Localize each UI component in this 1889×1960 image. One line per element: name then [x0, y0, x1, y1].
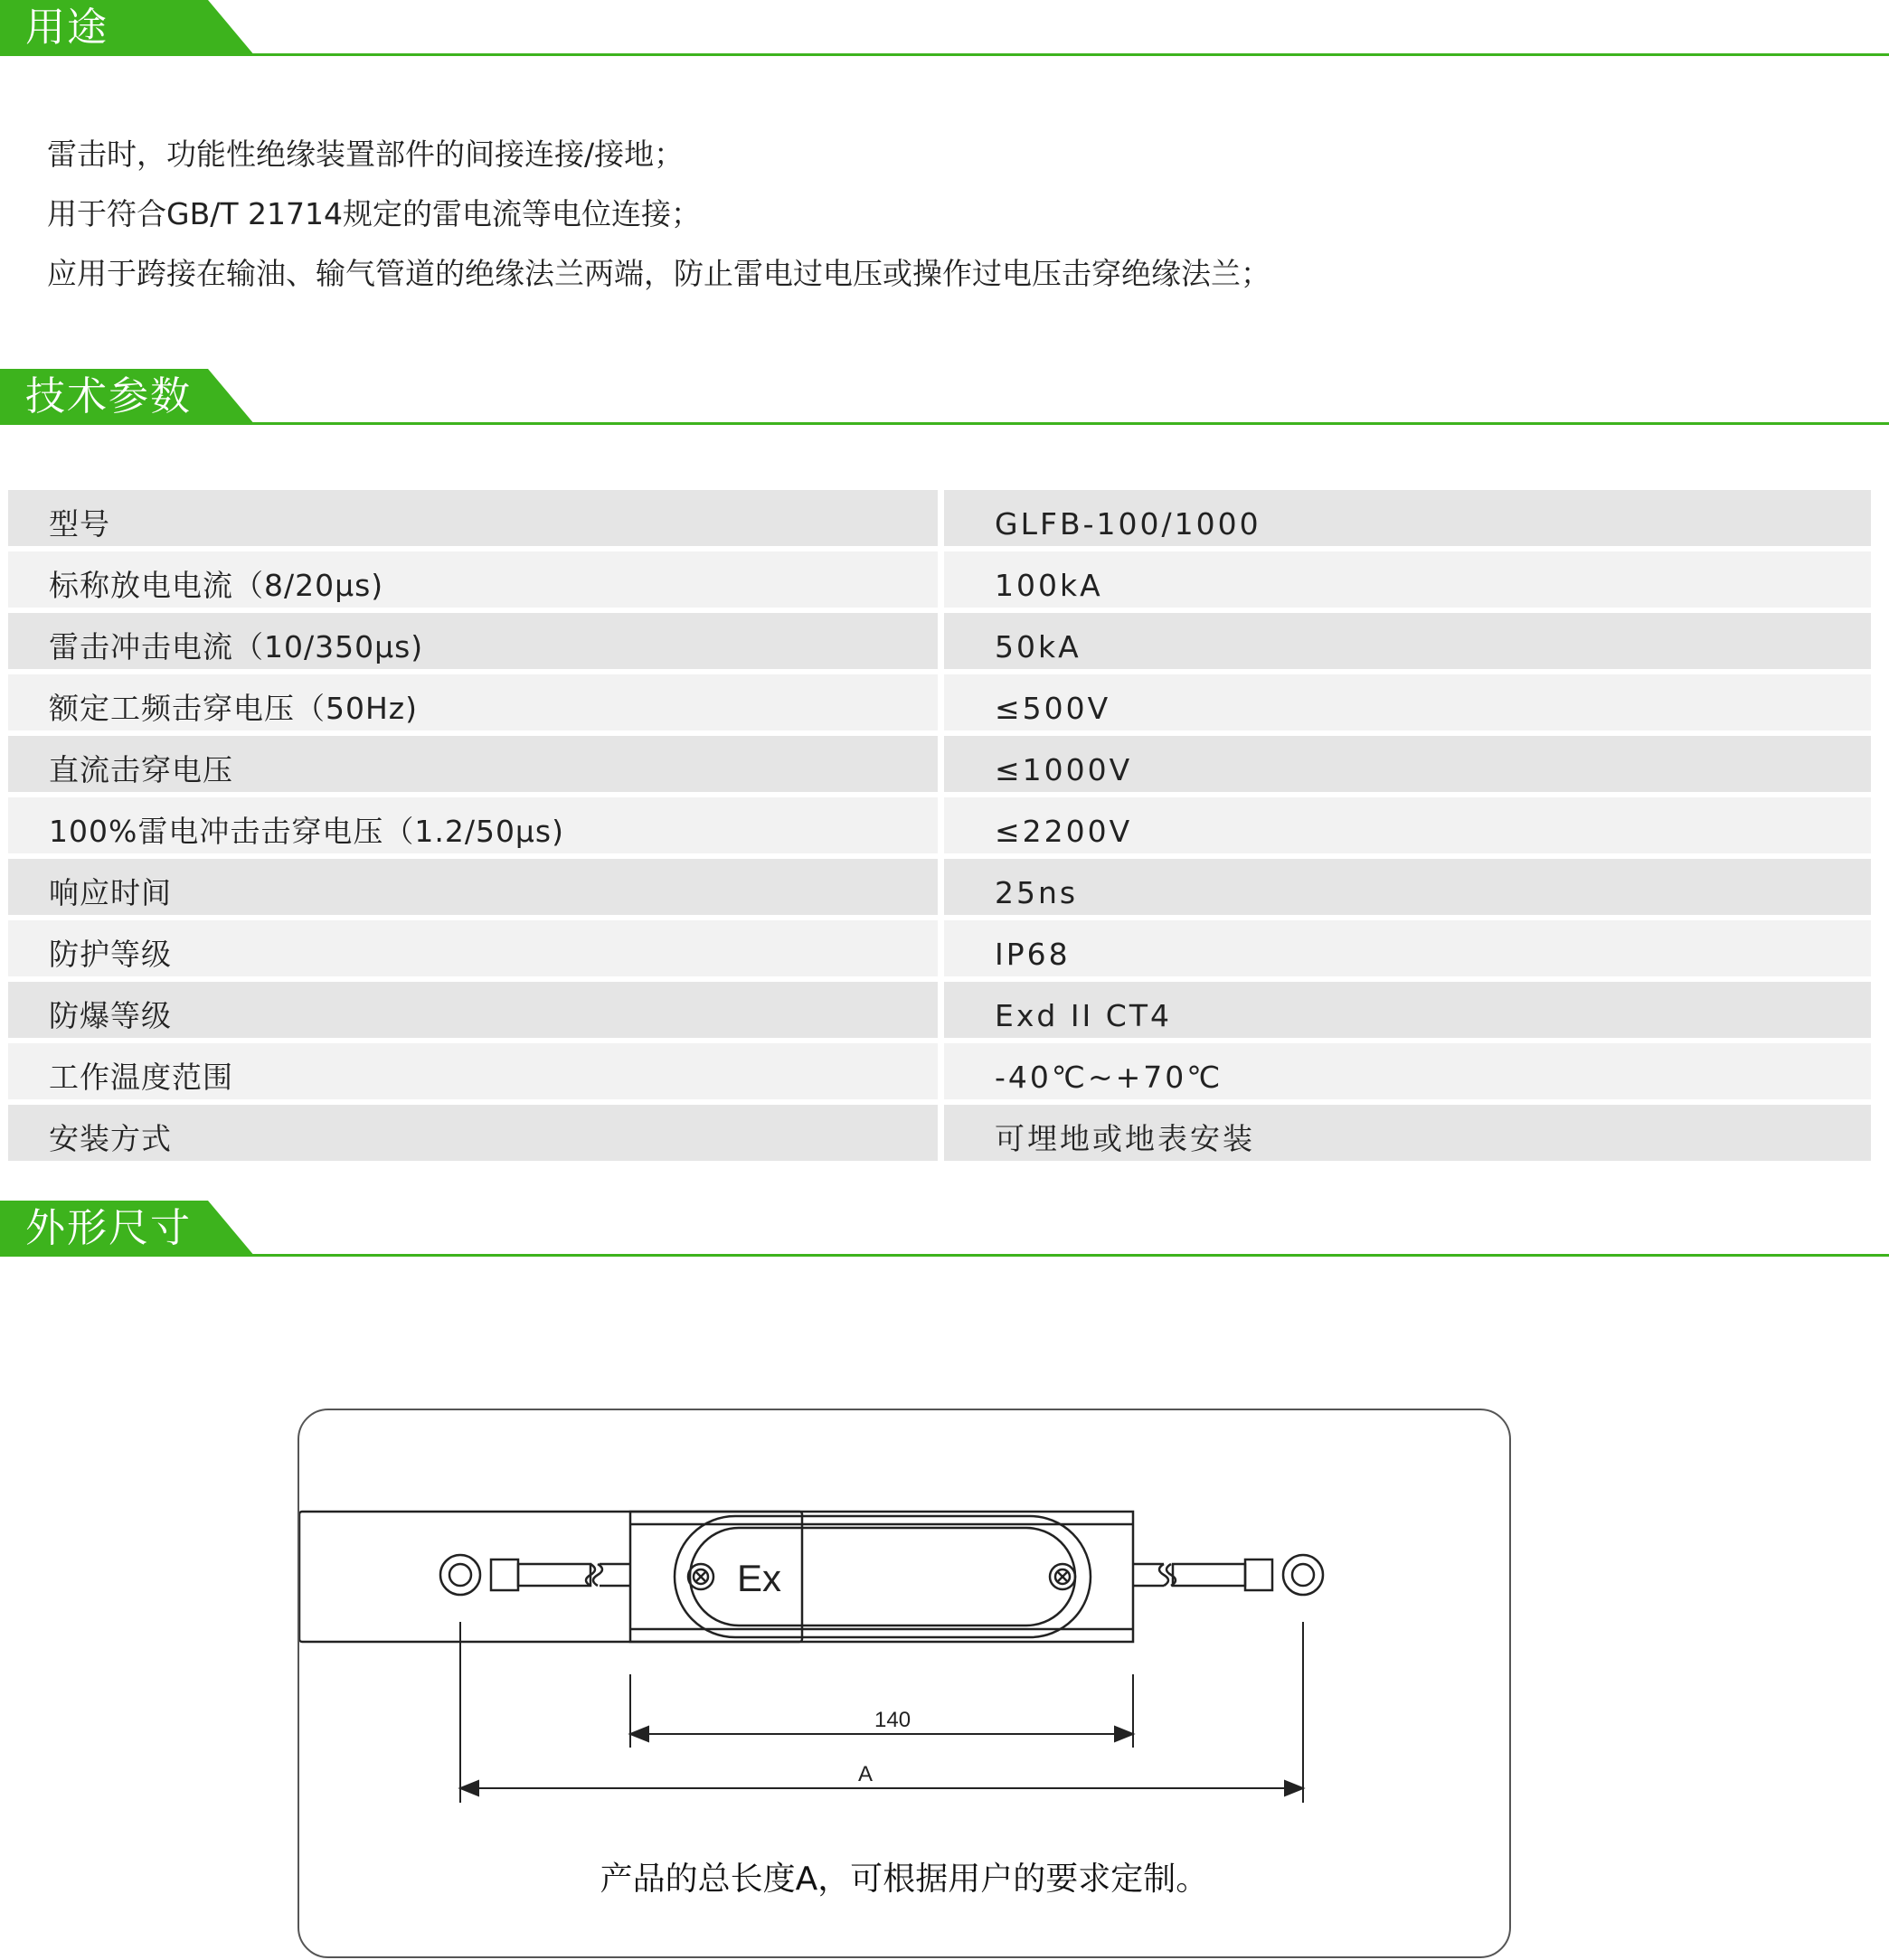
right-crimp — [1245, 1560, 1272, 1590]
spec-key: 防爆等级 — [8, 982, 938, 1038]
spec-key: 直流击穿电压 — [8, 736, 938, 792]
dimension-drawing — [298, 1409, 1511, 1958]
spec-value: ≤500V — [944, 674, 1871, 730]
spec-row — [8, 797, 1871, 853]
spec-value: GLFB-100/1000 — [944, 490, 1871, 546]
spec-value: 100kA — [944, 551, 1871, 608]
spec-key: 型号 — [8, 490, 938, 546]
left-ring-terminal — [440, 1555, 480, 1595]
section-rule — [0, 53, 1889, 56]
left-crimp — [491, 1560, 518, 1590]
spec-value: 25ns — [944, 859, 1871, 915]
usage-text — [47, 125, 1270, 304]
section-rule — [0, 422, 1889, 425]
usage-line: 用于符合GB/T 21714规定的雷电流等电位连接； — [47, 196, 701, 231]
spec-key: 额定工频击穿电压（50Hz) — [8, 674, 938, 730]
spec-key: 100%雷电冲击击穿电压（1.2/50μs) — [8, 797, 938, 853]
spec-table — [8, 490, 1871, 1166]
spec-row — [8, 982, 1871, 1038]
spec-row — [8, 1043, 1871, 1099]
spec-value: IP68 — [944, 920, 1871, 976]
spec-value: ≤1000V — [944, 736, 1871, 792]
spec-value: -40℃~+70℃ — [944, 1043, 1871, 1099]
drawing-caption: 产品的总长度A，可根据用户的要求定制。 — [600, 1861, 1209, 1898]
spec-key: 防护等级 — [8, 920, 938, 976]
usage-line: 应用于跨接在输油、输气管道的绝缘法兰两端，防止雷电过电压或操作过电压击穿绝缘法兰； — [47, 256, 1270, 291]
spec-value: 50kA — [944, 613, 1871, 669]
spec-key: 标称放电电流（8/20μs) — [8, 551, 938, 608]
section-rule — [0, 1254, 1889, 1257]
ex-marking: Ex — [737, 1557, 782, 1599]
spec-key: 响应时间 — [8, 859, 938, 915]
spec-value: 可埋地或地表安装 — [944, 1105, 1871, 1161]
spec-row — [8, 1105, 1871, 1161]
usage-title: 用途 — [25, 5, 109, 51]
right-ring-terminal — [1283, 1555, 1323, 1595]
spec-row — [8, 613, 1871, 669]
spec-row — [8, 859, 1871, 915]
dim-a-label: A — [858, 1762, 874, 1786]
spec-value: ≤2200V — [944, 797, 1871, 853]
device-body — [299, 1512, 802, 1642]
usage-section-header — [0, 0, 1889, 56]
spec-row — [8, 920, 1871, 976]
spec-row — [8, 490, 1871, 546]
right-cable — [1173, 1564, 1245, 1586]
spec-row — [8, 551, 1871, 608]
spec-row — [8, 674, 1871, 730]
usage-line: 雷击时，功能性绝缘装置部件的间接连接/接地； — [47, 137, 685, 172]
specs-section-header — [0, 369, 1889, 425]
dimensions-section-header — [0, 1201, 1889, 1257]
left-cable — [518, 1564, 590, 1586]
spec-key: 工作温度范围 — [8, 1043, 938, 1099]
spec-key: 雷击冲击电流（10/350μs) — [8, 613, 938, 669]
spec-row — [8, 736, 1871, 792]
specs-title: 技术参数 — [25, 373, 192, 419]
dimensions-title: 外形尺寸 — [25, 1205, 192, 1251]
spec-key: 安装方式 — [8, 1105, 938, 1161]
spec-value: Exd II CT4 — [944, 982, 1871, 1038]
dim-140-label: 140 — [874, 1708, 911, 1732]
